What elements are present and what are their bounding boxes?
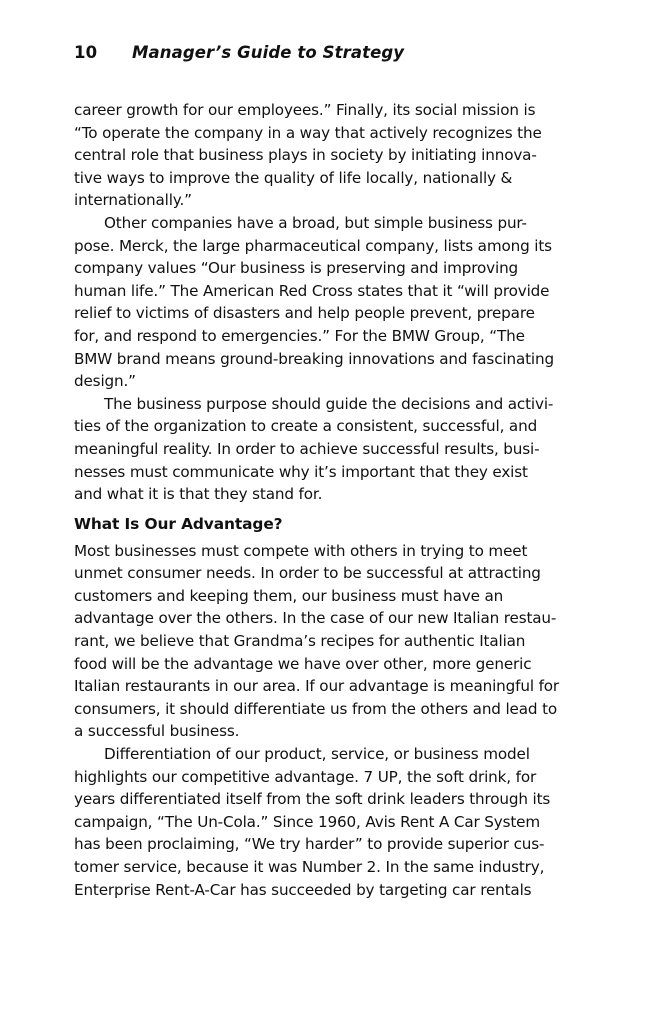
text-line: nesses must communicate why it’s important that they exist bbox=[74, 462, 528, 481]
text-line: campaign, “The Un-Cola.” Since 1960, Avis Rent A Car System bbox=[74, 812, 541, 831]
text-line: unmet consumer needs. In order to be successful at attracting bbox=[74, 564, 541, 583]
text-line: advantage over the others. In the case of our new Italian restau- bbox=[74, 609, 557, 628]
body-text bbox=[74, 99, 590, 901]
book-title: Manager’s Guide to Strategy bbox=[132, 43, 405, 62]
text-line: Most businesses must compete with others in trying to meet bbox=[74, 541, 528, 560]
text-line: pose. Merck, the large pharmaceutical company, lists among its bbox=[74, 236, 552, 255]
text-line: design.” bbox=[74, 372, 136, 391]
text-line: company values “Our business is preserving and improving bbox=[74, 259, 519, 278]
text-line: central role that business plays in society by initiating innova- bbox=[74, 146, 537, 165]
text-line: Differentiation of our product, service, or business model bbox=[104, 745, 530, 764]
paragraph bbox=[74, 743, 590, 901]
text-line: tive ways to improve the quality of life locally, nationally & bbox=[74, 168, 513, 187]
text-line: ties of the organization to create a consistent, successful, and bbox=[74, 417, 538, 436]
paragraph bbox=[74, 212, 590, 393]
text-line: Enterprise Rent-A-Car has succeeded by targeting car rentals bbox=[74, 880, 532, 899]
text-line: years differentiated itself from the soft drink leaders through its bbox=[74, 790, 551, 809]
text-line: has been proclaiming, “We try harder” to provide superior cus- bbox=[74, 835, 545, 854]
text-line: customers and keeping them, our business must have an bbox=[74, 586, 504, 605]
text-line: tomer service, because it was Number 2. In the same industry, bbox=[74, 858, 545, 876]
text-line: meaningful reality. In order to achieve successful results, busi- bbox=[74, 439, 540, 458]
text-line: and what it is that they stand for. bbox=[74, 485, 323, 504]
text-line: food will be the advantage we have over other, more generic bbox=[74, 654, 532, 673]
text-line: BMW brand means ground-breaking innovations and fascinating bbox=[74, 349, 554, 368]
text-line: highlights our competitive advantage. 7 UP, the soft drink, for bbox=[74, 767, 537, 786]
paragraph bbox=[74, 393, 590, 506]
text-line: relief to victims of disasters and help people prevent, prepare bbox=[74, 304, 535, 323]
text-line: human life.” The American Red Cross states that it “will provide bbox=[74, 281, 550, 300]
text-line: consumers, it should differentiate us from the others and lead to bbox=[74, 699, 558, 718]
text-line: career growth for our employees.” Finally, its social mission is bbox=[74, 101, 536, 119]
text-line: rant, we believe that Grandma’s recipes for authentic Italian bbox=[74, 632, 526, 651]
text-line: internationally.” bbox=[74, 191, 192, 210]
section-heading: What Is Our Advantage? bbox=[74, 514, 283, 533]
paragraph bbox=[74, 540, 590, 743]
text-line: for, and respond to emergencies.” For the BMW Group, “The bbox=[74, 326, 525, 345]
text-line: Italian restaurants in our area. If our advantage is meaningful for bbox=[74, 677, 560, 696]
text-line: a successful business. bbox=[74, 722, 240, 741]
text-line: The business purpose should guide the decisions and activi- bbox=[104, 394, 554, 413]
paragraph bbox=[74, 99, 590, 212]
text-line: Other companies have a broad, but simple business pur- bbox=[104, 213, 527, 232]
running-header bbox=[74, 43, 404, 63]
page-number: 10 bbox=[74, 43, 98, 62]
text-line: “To operate the company in a way that actively recognizes the bbox=[74, 123, 542, 142]
